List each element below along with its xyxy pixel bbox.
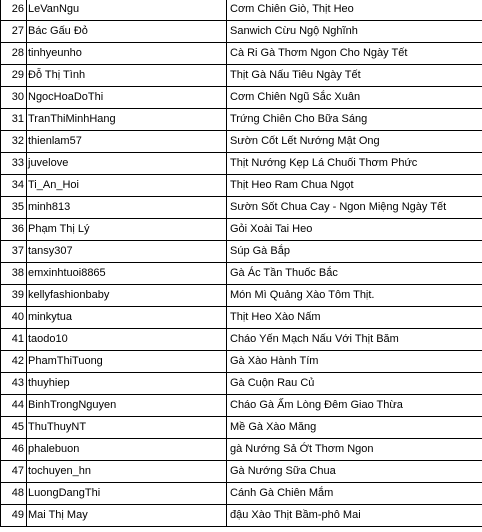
username-cell[interactable]: tansy307 <box>27 241 227 263</box>
username-cell[interactable]: TranThiMinhHang <box>27 109 227 131</box>
table-row <box>1 219 482 241</box>
dish-name-cell[interactable]: Cà Ri Gà Thơm Ngon Cho Ngày Tết <box>227 43 482 65</box>
table-body <box>1 0 482 527</box>
table-row <box>1 329 482 351</box>
dish-name-cell[interactable]: đậu Xào Thịt Bầm-phô Mai <box>227 505 482 527</box>
table-row <box>1 131 482 153</box>
dish-name-cell[interactable]: Sườn Sốt Chua Cay - Ngon Miệng Ngày Tết <box>227 197 482 219</box>
username-cell[interactable]: thienlam57 <box>27 131 227 153</box>
dish-name-cell[interactable]: Cơm Chiên Ngũ Sắc Xuân <box>227 87 482 109</box>
dish-name-cell[interactable]: Thịt Nướng Kẹp Lá Chuối Thơm Phức <box>227 153 482 175</box>
dish-name-cell[interactable]: Sanwich Cừu Ngộ Nghĩnh <box>227 21 482 43</box>
username-cell[interactable]: LuongDangThi <box>27 483 227 505</box>
username-cell[interactable]: taodo10 <box>27 329 227 351</box>
username-cell[interactable]: Bác Gấu Đỏ <box>27 21 227 43</box>
row-number-cell[interactable]: 30 <box>1 87 27 109</box>
dish-name-cell[interactable]: Món Mì Quảng Xào Tôm Thịt. <box>227 285 482 307</box>
username-cell[interactable]: Mai Thị May <box>27 505 227 527</box>
table-row <box>1 263 482 285</box>
table-row <box>1 483 482 505</box>
table-row <box>1 285 482 307</box>
username-cell[interactable]: PhamThiTuong <box>27 351 227 373</box>
row-number-cell[interactable]: 27 <box>1 21 27 43</box>
table-row <box>1 351 482 373</box>
table-row <box>1 241 482 263</box>
dish-name-cell[interactable]: Gà Xào Hành Tím <box>227 351 482 373</box>
username-cell[interactable]: minh813 <box>27 197 227 219</box>
dish-name-cell[interactable]: Gà Ác Tần Thuốc Bắc <box>227 263 482 285</box>
dish-name-cell[interactable]: Mề Gà Xào Măng <box>227 417 482 439</box>
row-number-cell[interactable]: 28 <box>1 43 27 65</box>
username-cell[interactable]: Ti_An_Hoi <box>27 175 227 197</box>
dish-name-cell[interactable]: Cháo Yến Mạch Nấu Với Thịt Băm <box>227 329 482 351</box>
row-number-cell[interactable]: 34 <box>1 175 27 197</box>
username-cell[interactable]: phalebuon <box>27 439 227 461</box>
username-cell[interactable]: minkytua <box>27 307 227 329</box>
dish-name-cell[interactable]: Sườn Cốt Lết Nướng Mật Ong <box>227 131 482 153</box>
row-number-cell[interactable]: 29 <box>1 65 27 87</box>
row-number-cell[interactable]: 47 <box>1 461 27 483</box>
row-number-cell[interactable]: 26 <box>1 0 27 21</box>
dish-name-cell[interactable]: Cháo Gà Ấm Lòng Đêm Giao Thừa <box>227 395 482 417</box>
dish-name-cell[interactable]: Cơm Chiên Giò, Thịt Heo <box>227 0 482 21</box>
table-row <box>1 153 482 175</box>
table-row <box>1 175 482 197</box>
username-cell[interactable]: Đỗ Thị Tình <box>27 65 227 87</box>
dish-name-cell[interactable]: Súp Gà Bắp <box>227 241 482 263</box>
row-number-cell[interactable]: 46 <box>1 439 27 461</box>
table-row <box>1 43 482 65</box>
row-number-cell[interactable]: 33 <box>1 153 27 175</box>
row-number-cell[interactable]: 37 <box>1 241 27 263</box>
row-number-cell[interactable]: 36 <box>1 219 27 241</box>
username-cell[interactable]: juvelove <box>27 153 227 175</box>
row-number-cell[interactable]: 49 <box>1 505 27 527</box>
dish-name-cell[interactable]: Gỏi Xoài Tai Heo <box>227 219 482 241</box>
username-cell[interactable]: ThuThuyNT <box>27 417 227 439</box>
row-number-cell[interactable]: 45 <box>1 417 27 439</box>
table-row <box>1 395 482 417</box>
username-cell[interactable]: BinhTrongNguyen <box>27 395 227 417</box>
username-cell[interactable]: emxinhtuoi8865 <box>27 263 227 285</box>
table-row <box>1 439 482 461</box>
row-number-cell[interactable]: 31 <box>1 109 27 131</box>
table-row <box>1 21 482 43</box>
table-row <box>1 0 482 21</box>
username-cell[interactable]: tochuyen_hn <box>27 461 227 483</box>
dish-name-cell[interactable]: Trứng Chiên Cho Bữa Sáng <box>227 109 482 131</box>
dish-name-cell[interactable]: Gà Cuộn Rau Củ <box>227 373 482 395</box>
row-number-cell[interactable]: 42 <box>1 351 27 373</box>
table-row <box>1 417 482 439</box>
username-cell[interactable]: kellyfashionbaby <box>27 285 227 307</box>
dish-name-cell[interactable]: Thịt Gà Nấu Tiêu Ngày Tết <box>227 65 482 87</box>
row-number-cell[interactable]: 44 <box>1 395 27 417</box>
row-number-cell[interactable]: 40 <box>1 307 27 329</box>
row-number-cell[interactable]: 39 <box>1 285 27 307</box>
table-row <box>1 307 482 329</box>
username-cell[interactable]: thuyhiep <box>27 373 227 395</box>
username-cell[interactable]: Phạm Thị Lý <box>27 219 227 241</box>
table-row <box>1 197 482 219</box>
username-cell[interactable]: tinhyeunho <box>27 43 227 65</box>
dish-name-cell[interactable]: gà Nướng Sả Ớt Thơm Ngon <box>227 439 482 461</box>
table-row <box>1 461 482 483</box>
row-number-cell[interactable]: 43 <box>1 373 27 395</box>
row-number-cell[interactable]: 35 <box>1 197 27 219</box>
table-row <box>1 87 482 109</box>
dish-name-cell[interactable]: Cánh Gà Chiên Mắm <box>227 483 482 505</box>
table-row <box>1 65 482 87</box>
row-number-cell[interactable]: 41 <box>1 329 27 351</box>
row-number-cell[interactable]: 38 <box>1 263 27 285</box>
username-cell[interactable]: LeVanNgu <box>27 0 227 21</box>
dish-name-cell[interactable]: Gà Nướng Sữa Chua <box>227 461 482 483</box>
table-row <box>1 373 482 395</box>
row-number-cell[interactable]: 48 <box>1 483 27 505</box>
dish-name-cell[interactable]: Thịt Heo Xào Nấm <box>227 307 482 329</box>
username-cell[interactable]: NgocHoaDoThi <box>27 87 227 109</box>
dish-name-cell[interactable]: Thịt Heo Ram Chua Ngọt <box>227 175 482 197</box>
table-row <box>1 109 482 131</box>
row-number-cell[interactable]: 32 <box>1 131 27 153</box>
table-row <box>1 505 482 527</box>
